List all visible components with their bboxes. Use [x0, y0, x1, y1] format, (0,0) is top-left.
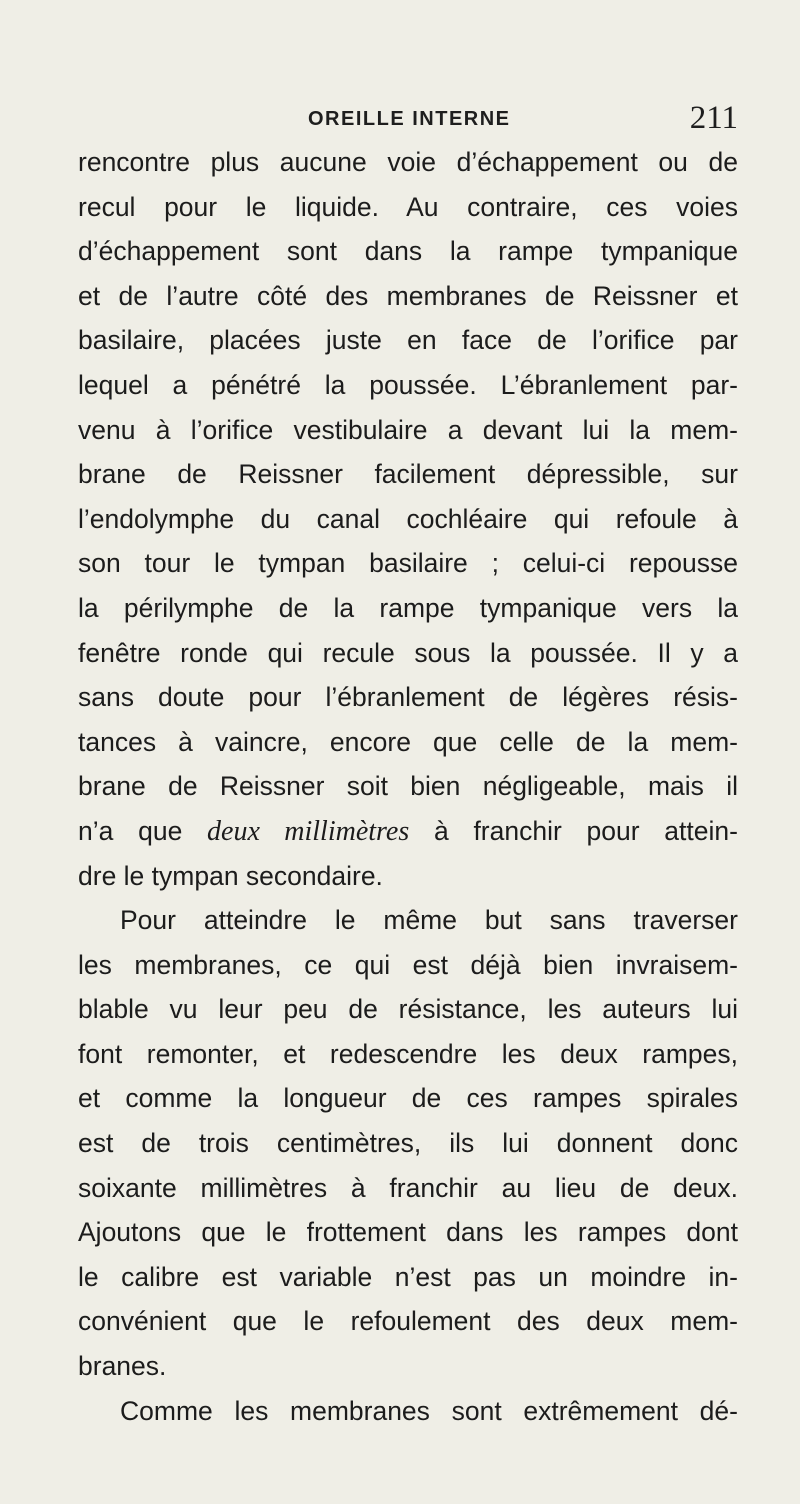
- text-line: et comme la longueur de ces rampes spirales: [78, 1083, 738, 1114]
- text-line: convénient que le refoulement des deux mem-: [78, 1306, 738, 1337]
- page-number: 211: [689, 100, 738, 136]
- text-line: sans doute pour l’ébranlement de légères résis-: [78, 682, 738, 713]
- text-line: basilaire, placées juste en face de l’orifice par: [78, 325, 738, 356]
- text-line: l’endolymphe du canal cochléaire qui refoule à: [78, 503, 738, 534]
- text-line: font remonter, et redescendre les deux rampes,: [78, 1038, 738, 1069]
- body-text: [78, 140, 738, 1433]
- paragraph-first-line: Pour atteindre le même but sans traverser: [120, 905, 738, 936]
- text-line: les membranes, ce qui est déjà bien invraisem-: [78, 949, 738, 980]
- text-line: son tour le tympan basilaire ; celui-ci repousse: [78, 548, 738, 579]
- text-line: la périlymphe de la rampe tympanique vers la: [78, 592, 738, 623]
- text-line-with-emphasis: [78, 809, 738, 854]
- text-line: Ajoutons que le frottement dans les rampes dont: [78, 1217, 738, 1248]
- text-line: d’échappement sont dans la rampe tympanique: [78, 236, 738, 267]
- text-line: rencontre plus aucune voie d’échappement ou de: [78, 147, 738, 177]
- text-line: recul pour le liquide. Au contraire, ces voies: [78, 191, 738, 222]
- text-line: venu à l’orifice vestibulaire a devant lui la mem-: [78, 414, 738, 445]
- text-line: blable vu leur peu de résistance, les auteurs lui: [78, 994, 738, 1025]
- text-line: le calibre est variable n’est pas un moindre in-: [78, 1261, 738, 1292]
- text-line: brane de Reissner facilement dépressible, sur: [78, 459, 738, 490]
- running-title: OREILLE INTERNE: [308, 108, 511, 130]
- running-head: [78, 100, 738, 140]
- text-line: et de l’autre côté des membranes de Reissner et: [78, 280, 738, 311]
- text-line: fenêtre ronde qui recule sous la poussée. Il y a: [78, 637, 738, 668]
- italic-emphasis: deux millimètres: [207, 815, 410, 847]
- text-segment: n’a que: [78, 815, 183, 846]
- text-line: soixante millimètres à franchir au lieu de deux.: [78, 1172, 738, 1203]
- text-line: lequel a pénétré la poussée. L’ébranlement par-: [78, 369, 738, 400]
- text-line: dre le tympan secondaire.: [78, 860, 383, 891]
- text-line: brane de Reissner soit bien négligeable, mais il: [78, 771, 738, 802]
- paragraph-first-line: Comme les membranes sont extrêmement dé-: [120, 1395, 738, 1426]
- text-line: est de trois centimètres, ils lui donnent donc: [78, 1128, 738, 1159]
- text-segment: à franchir pour attein-: [433, 815, 738, 846]
- text-line: branes.: [78, 1351, 167, 1382]
- text-line: tances à vaincre, encore que celle de la mem-: [78, 726, 738, 757]
